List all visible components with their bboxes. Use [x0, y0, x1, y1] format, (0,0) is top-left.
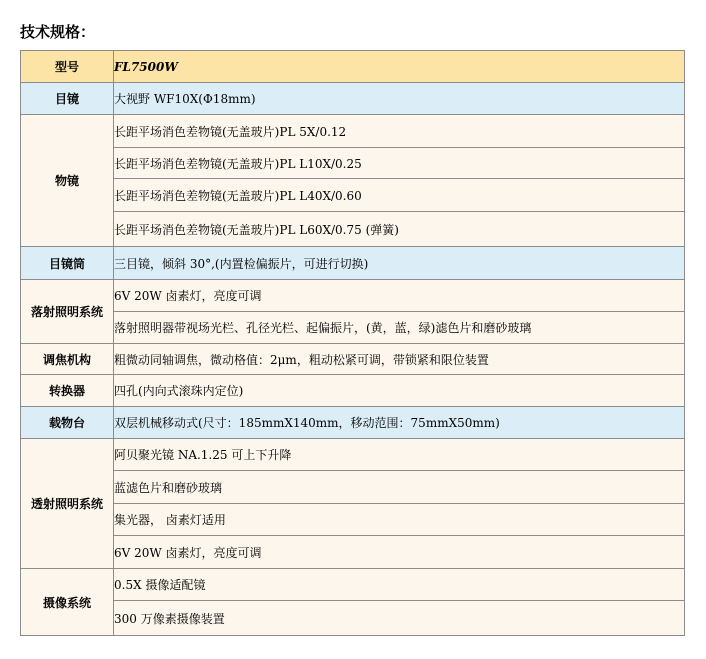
table-row-model [21, 51, 685, 83]
table-row-camera [21, 601, 685, 636]
tube-value: 三目镜，倾斜 30°,(内置检偏振片，可进行切换) [114, 247, 685, 280]
eyepiece-label: 目镜 [21, 83, 114, 115]
camera-value: 0.5X 摄像适配镜 [114, 569, 685, 601]
objective-value: 长距平场消色差物镜(无盖玻片)PL L40X/0.60 [114, 179, 685, 212]
table-row-eyepiece [21, 83, 685, 115]
objective-value: 长距平场消色差物镜(无盖玻片)PL L60X/0.75 (弹簧) [114, 212, 685, 247]
focus-label: 调焦机构 [21, 344, 114, 375]
objective-value: 长距平场消色差物镜(无盖玻片)PL L10X/0.25 [114, 148, 685, 179]
epi-value: 落射照明器带视场光栏、孔径光栏、起偏振片，(黄，蓝，绿)滤色片和磨砂玻璃 [114, 312, 685, 344]
table-row-objective [21, 115, 685, 148]
table-row-objective [21, 179, 685, 212]
table-row-objective [21, 212, 685, 247]
model-value: FL7500W [114, 51, 685, 83]
table-row-trans [21, 504, 685, 536]
table-row-focus [21, 344, 685, 375]
trans-value: 6V 20W 卤素灯，亮度可调 [114, 536, 685, 569]
trans-value: 集光器， 卤素灯适用 [114, 504, 685, 536]
trans-value: 蓝滤色片和磨砂玻璃 [114, 471, 685, 504]
spec-table [20, 50, 685, 636]
nosepiece-label: 转换器 [21, 375, 114, 407]
table-row-epi [21, 312, 685, 344]
stage-value: 双层机械移动式(尺寸：185mmX140mm，移动范围：75mmX50mm) [114, 407, 685, 439]
trans-value: 阿贝聚光镜 NA.1.25 可上下升降 [114, 439, 685, 471]
table-row-tube [21, 247, 685, 280]
nosepiece-value: 四孔(内向式滚珠内定位) [114, 375, 685, 407]
epi-value: 6V 20W 卤素灯，亮度可调 [114, 280, 685, 312]
trans-label: 透射照明系统 [21, 439, 114, 569]
table-row-trans [21, 439, 685, 471]
tube-label: 目镜筒 [21, 247, 114, 280]
camera-label: 摄像系统 [21, 569, 114, 636]
focus-value: 粗微动同轴调焦，微动格值：2μm，粗动松紧可调，带锁紧和限位装置 [114, 344, 685, 375]
camera-value: 300 万像素摄像装置 [114, 601, 685, 636]
table-row-trans [21, 471, 685, 504]
epi-label: 落射照明系统 [21, 280, 114, 344]
table-row-trans [21, 536, 685, 569]
table-row-nosepiece [21, 375, 685, 407]
table-row-epi [21, 280, 685, 312]
table-row-stage [21, 407, 685, 439]
eyepiece-value: 大视野 WF10X(Φ18mm) [114, 83, 685, 115]
objective-value: 长距平场消色差物镜(无盖玻片)PL 5X/0.12 [114, 115, 685, 148]
objective-label: 物镜 [21, 115, 114, 247]
table-row-objective [21, 148, 685, 179]
model-label: 型号 [21, 51, 114, 83]
spec-heading: 技术规格： [20, 23, 96, 41]
stage-label: 载物台 [21, 407, 114, 439]
table-row-camera [21, 569, 685, 601]
